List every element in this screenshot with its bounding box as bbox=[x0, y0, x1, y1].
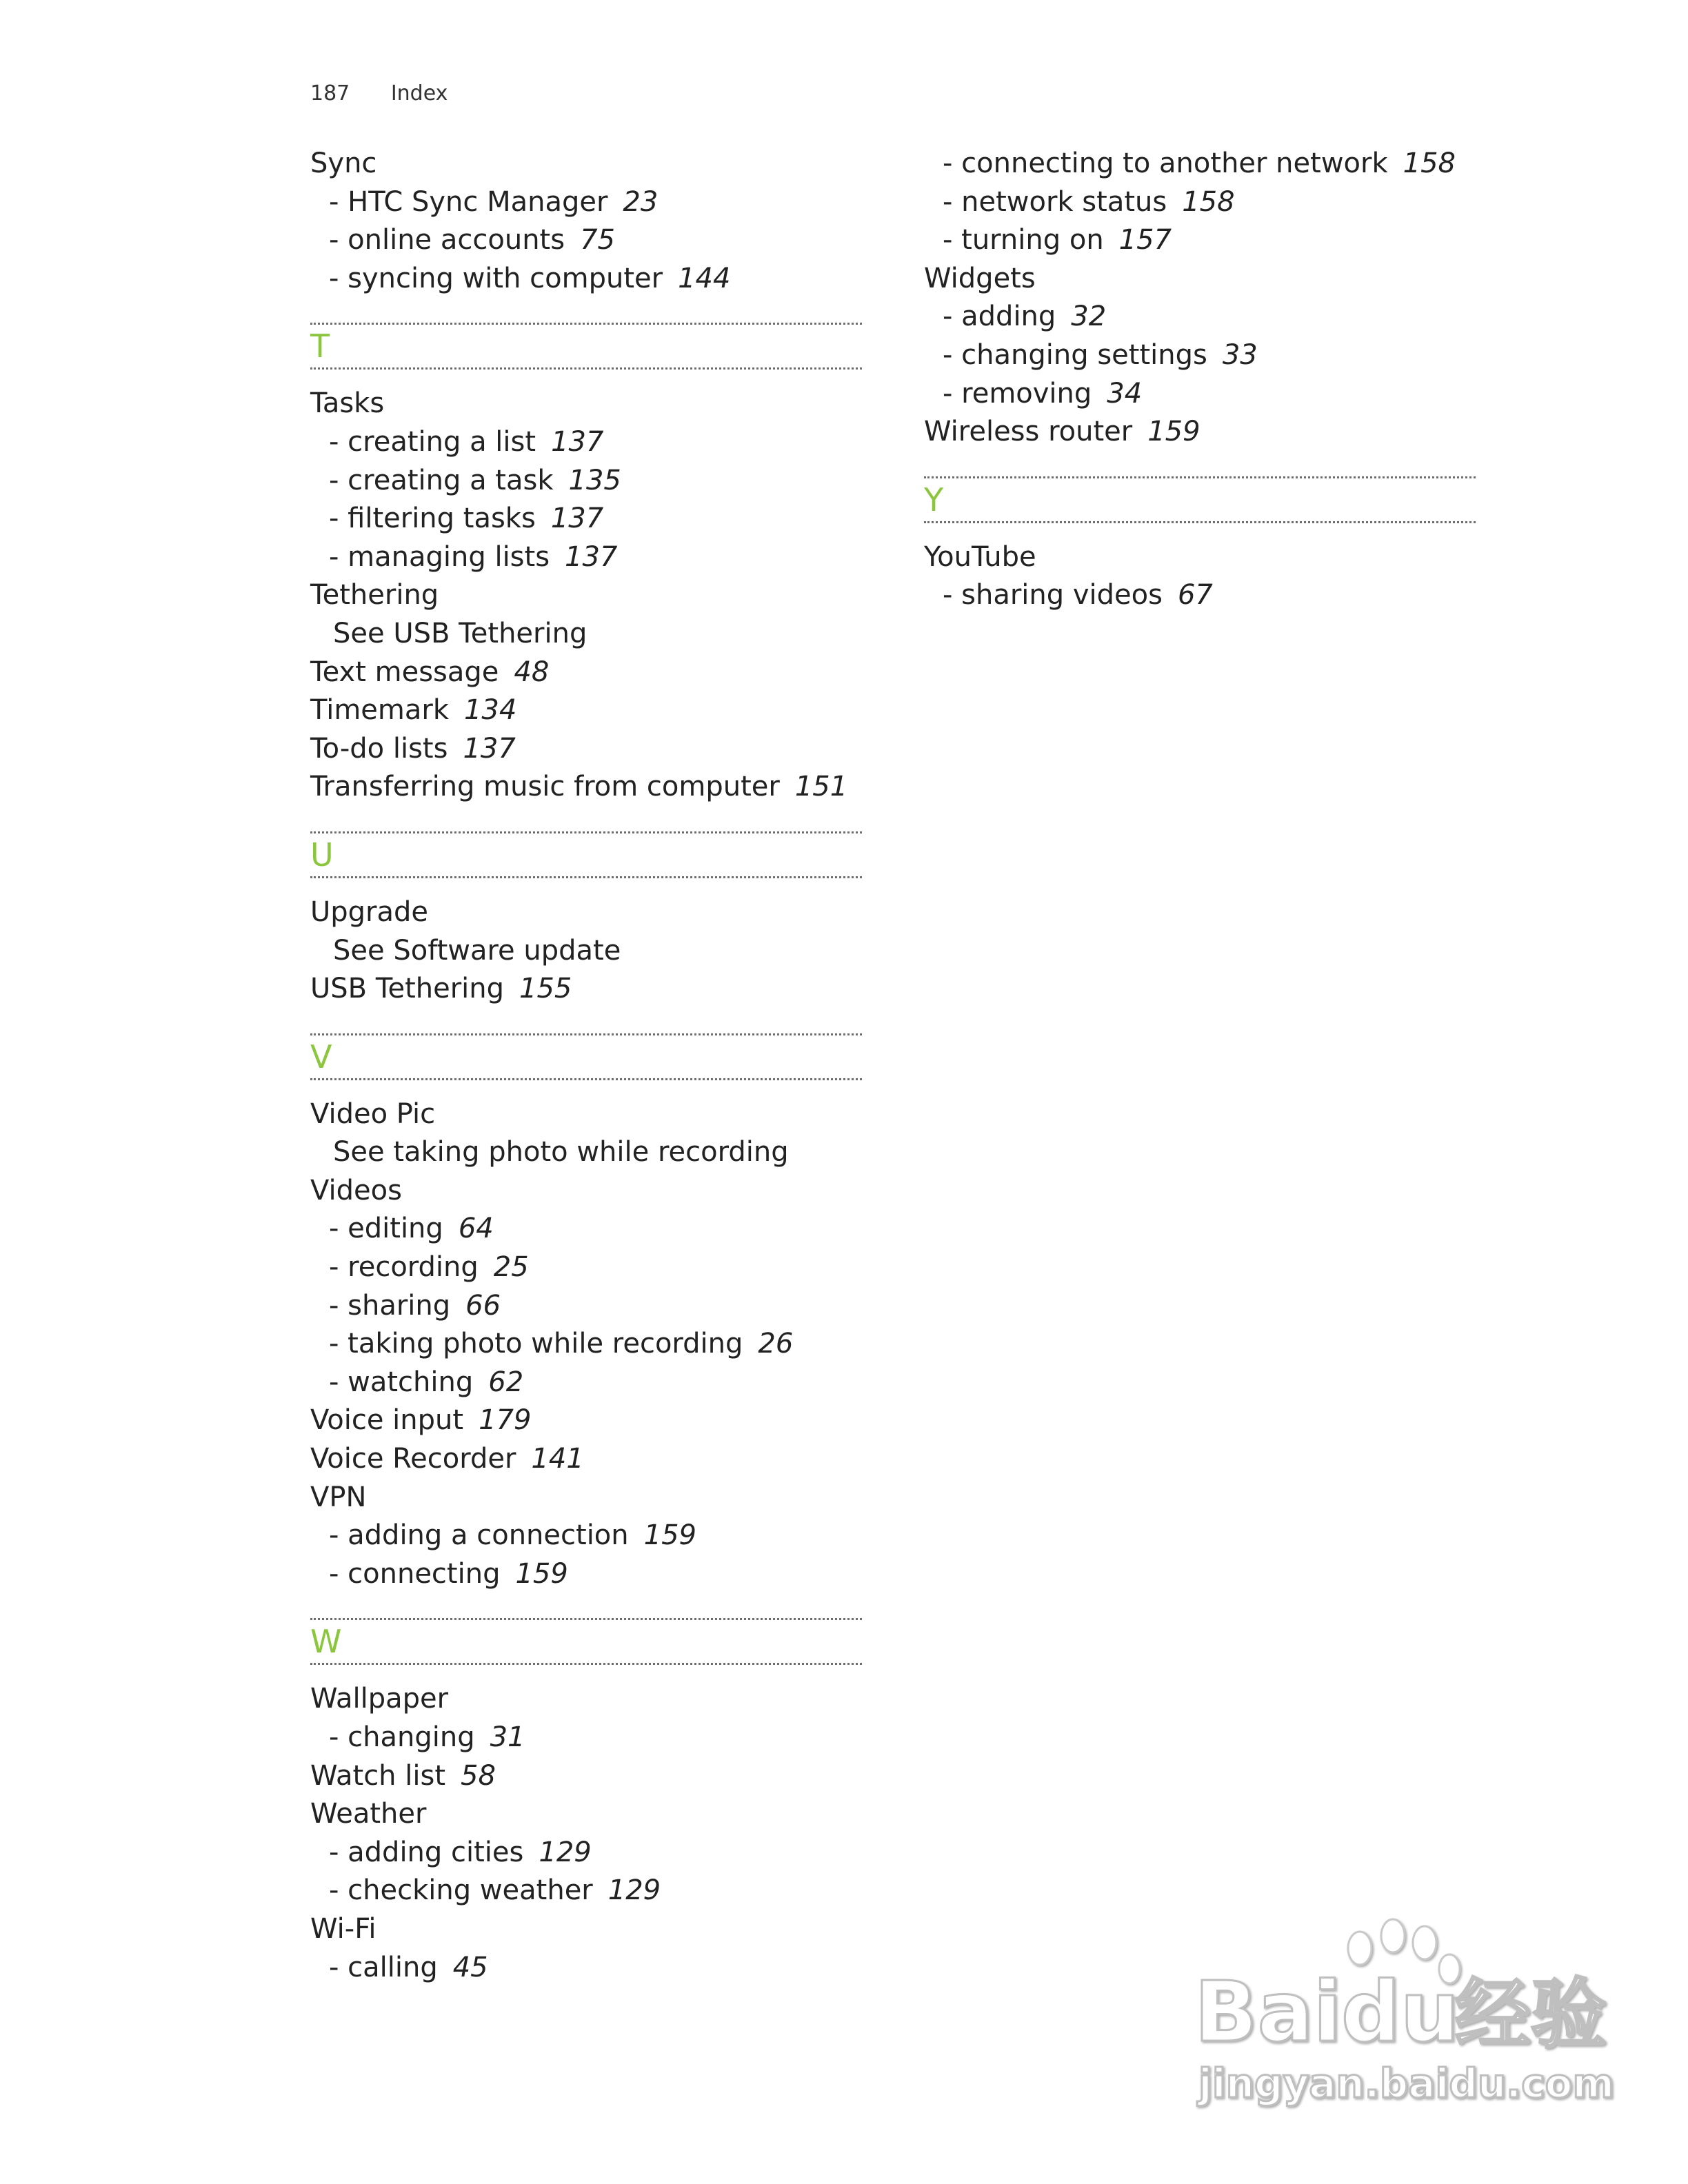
index-entry bbox=[924, 538, 1476, 577]
index-entry bbox=[310, 1440, 862, 1479]
page-reference-link[interactable]: 48 bbox=[514, 656, 550, 688]
index-entry bbox=[310, 1910, 862, 1949]
section-letter: Y bbox=[924, 481, 944, 518]
index-subentry bbox=[310, 1517, 862, 1555]
baidu-jingyan-watermark bbox=[1179, 1910, 1614, 2110]
entry-text: - changing settings bbox=[943, 338, 1207, 371]
page-reference-link[interactable]: 137 bbox=[550, 503, 604, 535]
index-subentry bbox=[924, 221, 1476, 260]
entry-text: Watch list bbox=[310, 1759, 445, 1792]
entry-text: - HTC Sync Manager bbox=[329, 185, 608, 218]
entry-text: Weather bbox=[310, 1798, 427, 1830]
section-title: Index bbox=[390, 81, 448, 105]
index-entry bbox=[310, 385, 862, 423]
page-reference-link[interactable]: 159 bbox=[515, 1557, 568, 1590]
index-subentry bbox=[310, 500, 862, 538]
entry-text: YouTube bbox=[924, 540, 1036, 573]
index-subentry bbox=[924, 576, 1476, 615]
index-entry bbox=[924, 413, 1476, 452]
index-entry bbox=[310, 1172, 862, 1211]
entry-text: - filtering tasks bbox=[329, 503, 536, 535]
entry-text: Wallpaper bbox=[310, 1683, 449, 1715]
index-subentry bbox=[310, 1287, 862, 1326]
entry-text: - syncing with computer bbox=[329, 262, 663, 294]
page-reference-link[interactable]: 33 bbox=[1222, 338, 1258, 371]
entry-text: USB Tethering bbox=[310, 973, 505, 1005]
page-reference-link[interactable]: 34 bbox=[1107, 377, 1143, 410]
page-number: 187 bbox=[310, 81, 350, 105]
index-entry bbox=[310, 654, 862, 692]
index-see-reference bbox=[310, 1133, 862, 1172]
entry-text: Tasks bbox=[310, 387, 385, 420]
index-subentry bbox=[310, 183, 862, 222]
running-header bbox=[310, 81, 448, 105]
index-subentry bbox=[310, 423, 862, 462]
entry-text: Sync bbox=[310, 148, 377, 179]
index-entry bbox=[924, 260, 1476, 299]
entry-text: See Software update bbox=[333, 934, 621, 967]
page-reference-link[interactable]: 137 bbox=[463, 732, 516, 765]
entry-text: Text message bbox=[310, 656, 499, 688]
entry-text: - taking photo while recording bbox=[329, 1328, 743, 1360]
svg-text:Bai: Bai bbox=[1194, 1965, 1342, 2061]
page-reference-link[interactable]: 32 bbox=[1071, 301, 1107, 333]
page-reference-link[interactable]: 45 bbox=[452, 1951, 488, 1983]
index-subentry bbox=[310, 1325, 862, 1364]
index-entry bbox=[310, 970, 862, 1009]
page-reference-link[interactable]: 151 bbox=[794, 771, 848, 803]
entry-text: - creating a task bbox=[329, 464, 554, 496]
index-subentry bbox=[924, 298, 1476, 336]
section-letter-divider bbox=[310, 1033, 862, 1080]
page-reference-link[interactable]: 158 bbox=[1403, 148, 1456, 179]
page-reference-link[interactable]: 157 bbox=[1118, 224, 1172, 256]
entry-text: To-do lists bbox=[310, 732, 448, 765]
section-letter-divider bbox=[924, 476, 1476, 523]
entry-text: Upgrade bbox=[310, 896, 429, 928]
index-column-right bbox=[924, 145, 1476, 615]
entry-text: - connecting bbox=[329, 1557, 501, 1590]
page-reference-link[interactable]: 23 bbox=[623, 185, 659, 218]
page-reference-link[interactable]: 67 bbox=[1177, 579, 1213, 611]
entry-text: - managing lists bbox=[329, 540, 550, 573]
entry-text: Video Pic bbox=[310, 1098, 436, 1130]
index-subentry bbox=[924, 145, 1476, 183]
page-reference-link[interactable]: 129 bbox=[539, 1836, 592, 1868]
entry-text: - checking weather bbox=[329, 1874, 593, 1907]
svg-text:经验: 经验 bbox=[1455, 1970, 1607, 2059]
index-entry bbox=[310, 145, 862, 183]
index-entry bbox=[310, 1757, 862, 1796]
index-subentry bbox=[310, 260, 862, 299]
entry-text: Transferring music from computer bbox=[310, 771, 780, 803]
entry-text: VPN bbox=[310, 1481, 367, 1513]
index-see-reference bbox=[310, 932, 862, 971]
entry-text: - online accounts bbox=[329, 224, 565, 256]
entry-text: - turning on bbox=[943, 224, 1104, 256]
index-entry bbox=[310, 1402, 862, 1440]
entry-text: Voice Recorder bbox=[310, 1443, 516, 1475]
page-reference-link[interactable]: 31 bbox=[490, 1721, 525, 1753]
section-letter: W bbox=[310, 1623, 342, 1661]
page-reference-link[interactable]: 159 bbox=[643, 1519, 696, 1552]
page-reference-link[interactable]: 141 bbox=[531, 1443, 584, 1475]
page-reference-link[interactable]: 58 bbox=[461, 1759, 496, 1792]
entry-text: - sharing bbox=[329, 1289, 451, 1322]
page-reference-link[interactable]: 159 bbox=[1147, 416, 1200, 448]
entry-text: - adding a connection bbox=[329, 1519, 629, 1552]
index-subentry bbox=[310, 1834, 862, 1872]
entry-text: Tethering bbox=[310, 579, 439, 611]
entry-text: Videos bbox=[310, 1174, 402, 1206]
index-subentry bbox=[310, 1719, 862, 1757]
index-subentry bbox=[310, 1949, 862, 1988]
index-entry bbox=[310, 1479, 862, 1517]
page-reference-link[interactable]: 64 bbox=[458, 1213, 494, 1245]
entry-text: - sharing videos bbox=[943, 579, 1163, 611]
page-reference-link[interactable]: 75 bbox=[580, 224, 615, 256]
entry-text: See taking photo while recording bbox=[333, 1136, 789, 1169]
page-reference-link[interactable]: 179 bbox=[479, 1404, 532, 1437]
page-reference-link[interactable]: 137 bbox=[565, 540, 618, 573]
entry-text: - changing bbox=[329, 1721, 475, 1753]
index-entry bbox=[310, 1095, 862, 1134]
index-subentry bbox=[310, 1364, 862, 1402]
entry-text: Widgets bbox=[924, 262, 1036, 294]
section-letter: U bbox=[310, 836, 334, 873]
page-reference-link[interactable]: 137 bbox=[551, 425, 604, 458]
section-letter-divider bbox=[310, 831, 862, 878]
entry-text: - removing bbox=[943, 377, 1092, 410]
entry-text: Timemark bbox=[310, 694, 449, 727]
index-subentry bbox=[310, 221, 862, 260]
page-reference-link[interactable]: 66 bbox=[465, 1289, 501, 1322]
entry-text: - connecting to another network bbox=[943, 148, 1388, 179]
index-subentry bbox=[310, 1210, 862, 1248]
index-subentry bbox=[924, 183, 1476, 222]
index-entry bbox=[310, 1680, 862, 1719]
svg-text:du: du bbox=[1341, 1965, 1460, 2061]
index-subentry bbox=[310, 462, 862, 501]
page-reference-link[interactable]: 158 bbox=[1182, 185, 1235, 218]
index-column-left bbox=[310, 145, 862, 1987]
index-entry bbox=[310, 893, 862, 932]
index-subentry bbox=[924, 375, 1476, 414]
index-subentry bbox=[310, 1555, 862, 1594]
entry-text: See USB Tethering bbox=[333, 617, 587, 649]
entry-text: - calling bbox=[329, 1951, 438, 1983]
page-reference-link[interactable]: 144 bbox=[678, 262, 731, 294]
entry-text: - creating a list bbox=[329, 425, 536, 458]
index-entry bbox=[310, 1795, 862, 1834]
index-subentry bbox=[310, 1248, 862, 1287]
section-letter: V bbox=[310, 1038, 332, 1075]
entry-text: - adding cities bbox=[329, 1836, 524, 1868]
page-reference-link[interactable]: 135 bbox=[568, 464, 621, 496]
entry-text: - recording bbox=[329, 1251, 479, 1284]
entry-text: Wireless router bbox=[924, 416, 1133, 448]
section-letter-divider bbox=[310, 1618, 862, 1665]
index-entry bbox=[310, 768, 862, 807]
entry-text: Wi-Fi bbox=[310, 1912, 376, 1945]
page-reference-link[interactable]: 25 bbox=[493, 1251, 529, 1284]
page-reference-link[interactable]: 26 bbox=[758, 1328, 794, 1360]
index-subentry bbox=[924, 336, 1476, 375]
page-reference-link[interactable]: 155 bbox=[519, 973, 572, 1005]
page-reference-link[interactable]: 129 bbox=[607, 1874, 661, 1907]
section-letter: T bbox=[310, 327, 330, 365]
svg-text:jingyan.baidu.com: jingyan.baidu.com bbox=[1198, 2060, 1614, 2107]
entry-text: - editing bbox=[329, 1213, 443, 1245]
index-entry bbox=[310, 730, 862, 769]
entry-text: - network status bbox=[943, 185, 1167, 218]
section-letter-divider bbox=[310, 323, 862, 370]
entry-text: - adding bbox=[943, 301, 1056, 333]
index-entry bbox=[310, 691, 862, 730]
baidu-paw-logo-icon bbox=[1179, 1910, 1614, 2110]
index-entry bbox=[310, 576, 862, 615]
page-reference-link[interactable]: 134 bbox=[463, 694, 517, 727]
index-subentry bbox=[310, 538, 862, 577]
entry-text: Voice input bbox=[310, 1404, 464, 1437]
index-see-reference bbox=[310, 615, 862, 654]
page-reference-link[interactable]: 62 bbox=[488, 1366, 524, 1398]
index-subentry bbox=[310, 1872, 862, 1910]
entry-text: - watching bbox=[329, 1366, 474, 1398]
